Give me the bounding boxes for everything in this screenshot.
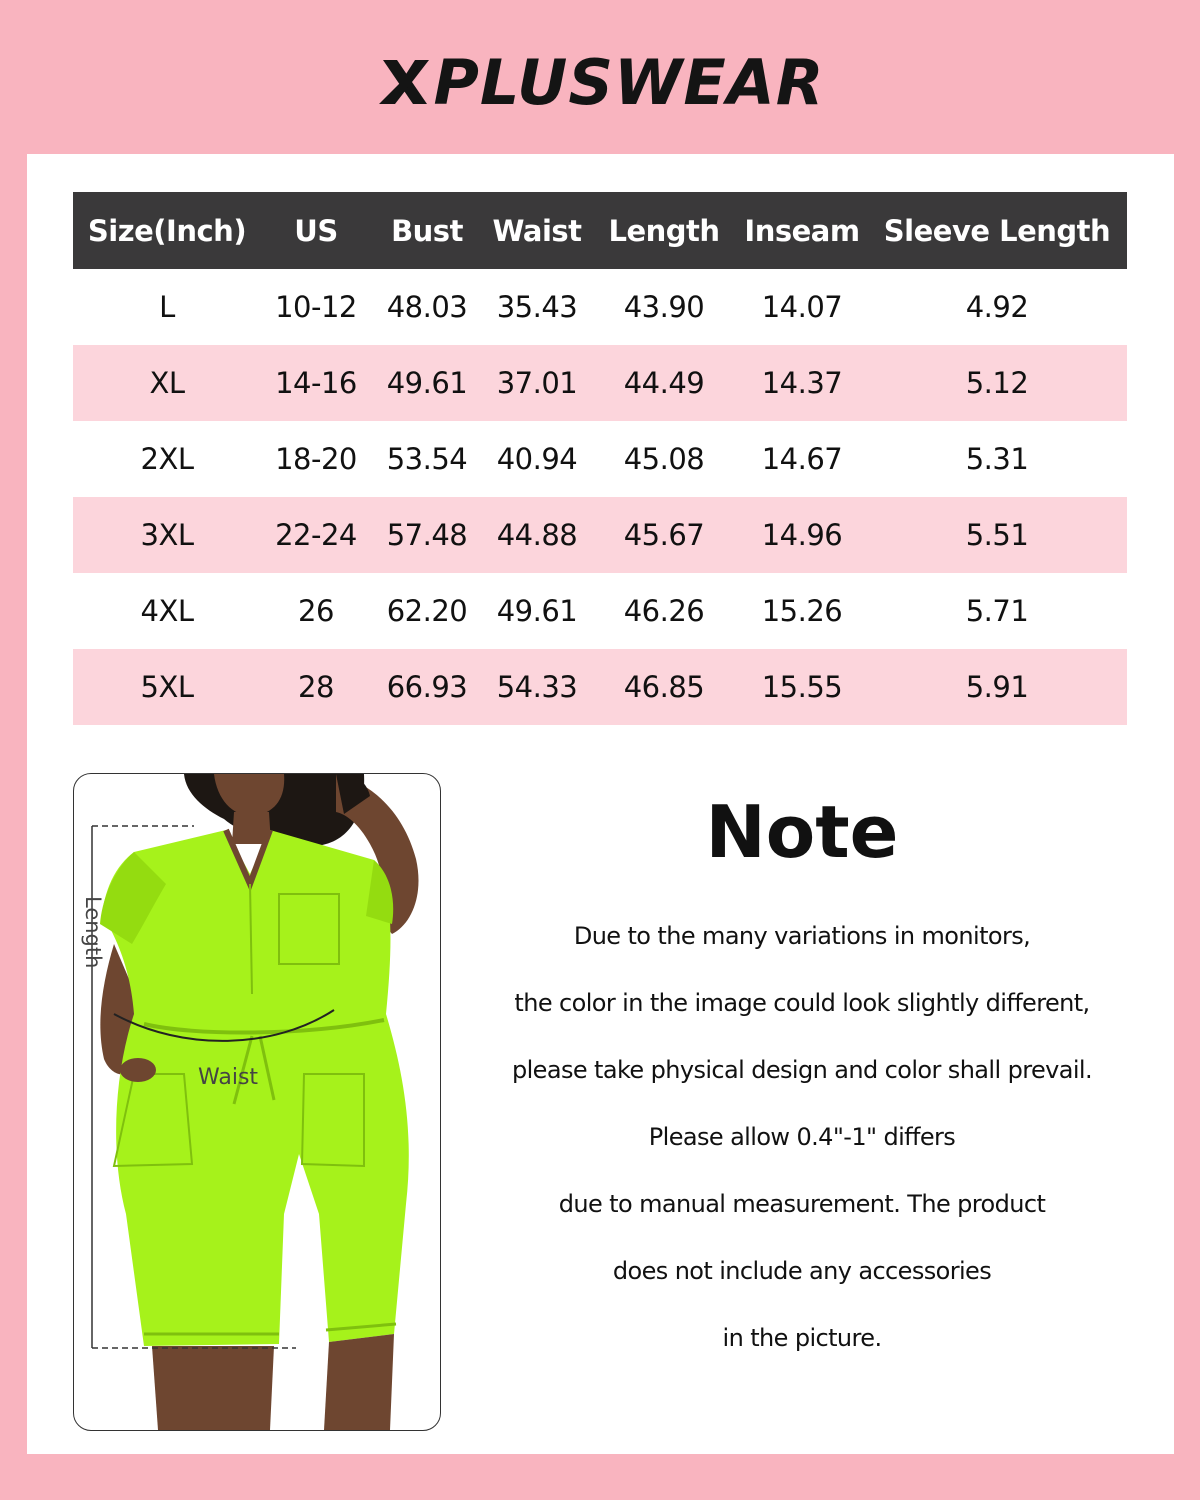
- cell-waist: 37.01: [483, 345, 591, 421]
- note-line: Please allow 0.4"-1" differs: [648, 1123, 956, 1151]
- cell-sleeve-length: 5.12: [867, 345, 1127, 421]
- cell-sleeve-length: 4.92: [965, 290, 1029, 324]
- cell-waist: 49.61: [496, 594, 578, 628]
- cell-bust: 49.61: [371, 345, 483, 421]
- waist-label: Waist: [198, 1065, 259, 1090]
- cell-sleeve-length: 5.91: [867, 649, 1127, 725]
- cell-size: XL: [73, 345, 261, 421]
- cell-us: 22-24: [261, 497, 371, 573]
- cell-sleeve-length: 5.71: [965, 594, 1029, 628]
- note-line: in the picture.: [722, 1324, 882, 1352]
- table-row: [73, 573, 1127, 649]
- cell-size: 3XL: [73, 497, 261, 573]
- table-row: [73, 421, 1127, 497]
- cell-sleeve-length: 5.51: [867, 497, 1127, 573]
- header-sleeve-length: Sleeve Length: [867, 192, 1127, 269]
- table-row: [73, 649, 1127, 725]
- cell-size: 4XL: [140, 594, 194, 628]
- note-line: due to manual measurement. The product: [558, 1190, 1046, 1218]
- note-line: the color in the image could look slightly different,: [514, 989, 1090, 1017]
- note-title: Note: [705, 790, 899, 874]
- cell-inseam: 14.67: [761, 442, 843, 476]
- cell-sleeve-length: 5.31: [965, 442, 1029, 476]
- header-us: US: [261, 192, 371, 269]
- cell-us: 14-16: [261, 345, 371, 421]
- note-line: Due to the many variations in monitors,: [573, 922, 1031, 950]
- cell-us: 28: [261, 649, 371, 725]
- header-bust: Bust: [371, 192, 483, 269]
- brand-x-mark-icon: [375, 58, 431, 106]
- cell-bust: 57.48: [371, 497, 483, 573]
- header-length: Length: [591, 192, 737, 269]
- measurement-figure: [73, 773, 441, 1431]
- cell-waist: 35.43: [496, 290, 578, 324]
- cell-inseam: 14.07: [761, 290, 843, 324]
- cell-waist: 54.33: [483, 649, 591, 725]
- cell-us: 26: [298, 594, 334, 628]
- cell-us: 10-12: [275, 290, 357, 324]
- cell-length: 46.26: [623, 594, 705, 628]
- cell-size: L: [159, 290, 175, 324]
- table-header-row: [73, 192, 1127, 269]
- size-chart-card: [27, 154, 1174, 1454]
- size-table: [73, 192, 1127, 725]
- cell-length: 46.85: [591, 649, 737, 725]
- cell-bust: 53.54: [386, 442, 468, 476]
- cell-length: 45.08: [623, 442, 705, 476]
- cell-inseam: 15.55: [737, 649, 867, 725]
- length-label: Length: [81, 896, 105, 969]
- header-waist: Waist: [483, 192, 591, 269]
- table-row: [73, 497, 1127, 573]
- cell-length: 44.49: [591, 345, 737, 421]
- header-size: Size(Inch): [73, 192, 261, 269]
- header-inseam: Inseam: [737, 192, 867, 269]
- table-row: [73, 269, 1127, 345]
- cell-bust: 48.03: [386, 290, 468, 324]
- cell-length: 45.67: [591, 497, 737, 573]
- note-line: does not include any accessories: [612, 1257, 992, 1285]
- brand-name: PLUSWEAR: [433, 45, 825, 119]
- cell-inseam: 15.26: [761, 594, 843, 628]
- table-row: [73, 345, 1127, 421]
- cell-bust: 62.20: [386, 594, 468, 628]
- cell-inseam: 14.96: [737, 497, 867, 573]
- cell-bust: 66.93: [371, 649, 483, 725]
- jumpsuit-model-illustration: [74, 774, 440, 1430]
- cell-inseam: 14.37: [737, 345, 867, 421]
- cell-size: 5XL: [73, 649, 261, 725]
- cell-size: 2XL: [140, 442, 194, 476]
- brand-logo: [0, 42, 1200, 122]
- cell-us: 18-20: [275, 442, 357, 476]
- note-line: please take physical design and color shall prevail.: [511, 1056, 1092, 1084]
- cell-length: 43.90: [623, 290, 705, 324]
- cell-waist: 40.94: [496, 442, 578, 476]
- cell-waist: 44.88: [483, 497, 591, 573]
